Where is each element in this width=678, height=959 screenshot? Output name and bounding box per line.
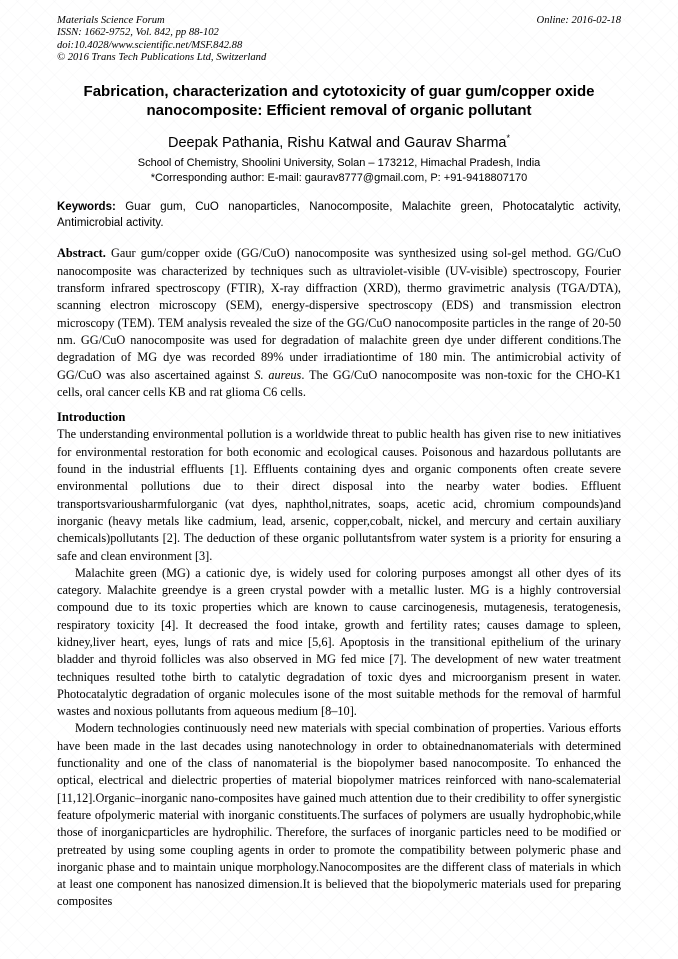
paper-title-line2: nanocomposite: Efficient removal of organic pollutant <box>146 101 532 119</box>
journal-name: Materials Science Forum <box>57 15 165 26</box>
keywords-paragraph <box>57 199 621 231</box>
journal-copyright: © 2016 Trans Tech Publications Ltd, Switzerland <box>57 52 267 64</box>
corresponding-author-mark: * <box>506 132 511 143</box>
journal-header-left <box>57 15 266 65</box>
paper-title-line1: Fabrication, characterization and cytotoxicity of guar gum/copper oxide <box>83 82 595 100</box>
introduction-paragraph-1: The understanding environmental pollution is a worldwide threat to public health has given rise to new initiatives for environmental restoration for both economic and ecological causes. Poisonous and hazardous pollutants are found in the industrial effluents [1]. Effluents containing dyes and organic components often create severe environmental pollutions due to their direct disposal into the nearby water bodies. Effluent transportsvariousharmfulorganic (vat dyes, naphthol,nitrates, soaps, acetic acid, chromium compounds)and inorganic (heavy metals like cadmium, lead, arsenic, copper,cobalt, nickel, and mercury and certain auxiliary chemicals)pollutants [2]. The deduction of these organic pollutantsfrom water system is a priority for ensuring a safe and clean environment [3]. <box>57 427 621 563</box>
abstract-text-2: . The GG/CuO nanocomposite was non-toxic for the CHO-K1 cells, oral cancer cells KB and rat glioma C6 cells. <box>57 367 621 399</box>
corresponding-author-line: *Corresponding author: E-mail: gaurav8777@gmail.com, P: +91-9418807170 <box>150 171 528 184</box>
abstract-label: Abstract. <box>57 246 106 261</box>
abstract-paragraph <box>57 245 621 401</box>
affiliation-block <box>57 156 621 185</box>
authors-line <box>57 129 621 152</box>
keywords-text: Guar gum, CuO nanoparticles, Nanocomposite, Malachite green, Photocatalytic activity, Antimicrobial activity. <box>57 201 621 230</box>
paper-title <box>57 82 621 120</box>
abstract-species-name: S. aureus <box>254 367 302 382</box>
journal-header <box>57 15 621 65</box>
keywords-label: Keywords: <box>57 201 116 214</box>
journal-issn-volume: ISSN: 1662-9752, Vol. 842, pp 88-102 <box>57 27 219 39</box>
introduction-paragraph-2: Malachite green (MG) a cationic dye, is widely used for coloring purposes amongst all other dyes of its category. Malachite greendye is a green crystal powder with a metallic luster. MG is a highly controversial compound due to its toxic properties which are known to cause carcinogenesis, mutagenesis, teratogenesis, respiratory toxicity [4]. It decreased the food intake, growth and fertility rates; causes damage to spleen, kidney,liver heart, eyes, lungs of rats and mice [5,6]. Apoptosis in the transitional epithelium of the urinary bladder and thyroid follicles was also observed in MG fed mice [7]. The development of new water treatment techniques resulted tothe birth to catalytic degradation of toxic dyes and microorganism present in water. Photocatalytic degradation of organic molecules isone of the most suitable methods for the removal of harmful wastes and noxious pollutants from aqueous medium [8–10]. <box>57 565 621 719</box>
author-names: Deepak Pathania, Rishu Katwal and Gaurav Sharma <box>167 134 507 151</box>
online-date: Online: 2016-02-18 <box>536 15 621 26</box>
abstract-text-1: Gaur gum/copper oxide (GG/CuO) nanocomposite was synthesized using sol-gel method. GG/CuO nanocomposite was characterized by techniques such as ultraviolet-visible (UV-visible) spectroscopy, Fourier transform infrared spectroscopy (FTIR), X-ray diffraction (XRD), thermo gravimetric analysis (TGA/DTA), scanning electron microscopy (SEM), energy-dispersive spectroscopy (EDS) and transmission electron microscopy (TEM). TEM analysis revealed the size of the GG/CuO nanocomposite particles in the range of 20-50 nm. GG/CuO nanocomposite was used for degradation of malachite green dye under different conditions.The degradation of MG dye was recorded 89% under irradiationtime of 180 min. The antimicrobial activity of GG/CuO was also ascertained against <box>57 246 621 382</box>
journal-doi: doi:10.4028/www.scientific.net/MSF.842.88 <box>57 39 243 51</box>
introduction-paragraph-3: Modern technologies continuously need new materials with special combination of properties. Various efforts have been made in the last decades using nanotechnology in order to obtainednanomaterials with determined functionality and one of the class of nanomaterial is the biopolymer based nanocomposite. To enhanced the optical, electrical and dielectric properties of material biopolymer matrices reinforced with nano-scalematerial [11,12].Organic–inorganic nano-composites have gained much attention due to their credibility to offer synergistic feature ofpolymeric material with inorganic constituents.The surfaces of polymers are usually hydrophobic,while those of inorganicparticles are hydrophilic. Therefore, the surfaces of inorganic particles need to be modified or pretreated by using some coupling agents in order to promote the compatibility between polymeric phase and inorganic phase and to maintain unique morphology.Nanocomposites are the different class of materials in which at least one component has nanosized dimension.It is believed that the biopolymeric materials used for preparing composites <box>57 721 621 909</box>
introduction-heading: Introduction <box>57 410 126 425</box>
affiliation-line: School of Chemistry, Shoolini University, Solan – 173212, Himachal Pradesh, India <box>137 157 541 170</box>
